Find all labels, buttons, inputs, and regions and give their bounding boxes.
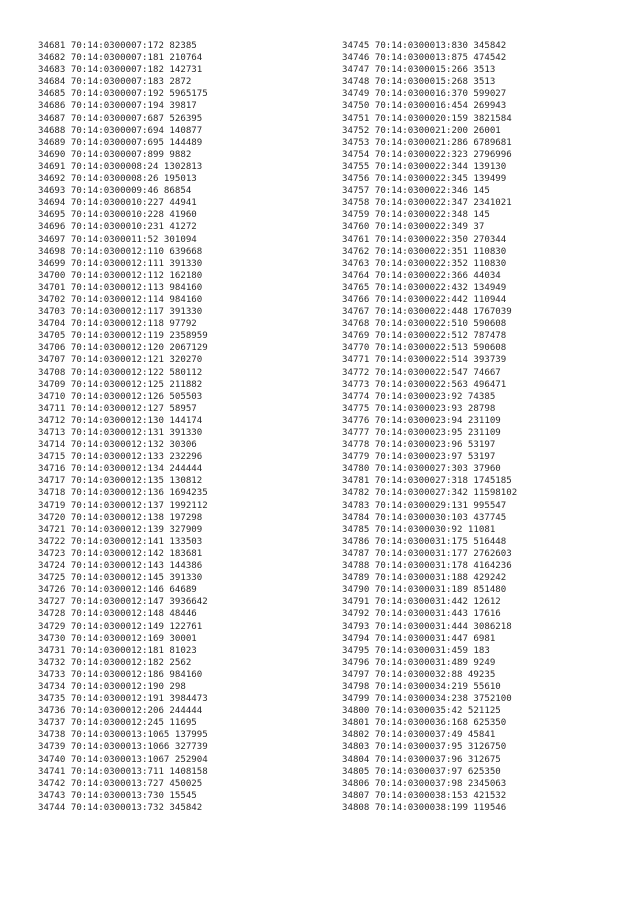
record-line: 34744 70:14:0300013:732 345842 bbox=[38, 802, 203, 813]
record-line: 34795 70:14:0300031:459 183 bbox=[342, 645, 490, 656]
record-line: 34739 70:14:0300013:1066 327739 bbox=[38, 742, 208, 753]
right-column bbox=[342, 40, 517, 814]
record-line: 34691 70:14:0300008:24 1302813 bbox=[38, 161, 203, 172]
record-line: 34738 70:14:0300013:1065 137995 bbox=[38, 730, 208, 741]
record-line: 34790 70:14:0300031:189 851480 bbox=[342, 585, 507, 596]
record-line: 34761 70:14:0300022:350 270344 bbox=[342, 234, 507, 245]
record-line: 34781 70:14:0300027:318 1745185 bbox=[342, 476, 512, 487]
record-line: 34726 70:14:0300012:146 64689 bbox=[38, 585, 197, 596]
record-line: 34804 70:14:0300037:96 312675 bbox=[342, 754, 501, 765]
record-line: 34700 70:14:0300012:112 162180 bbox=[38, 270, 203, 281]
record-line: 34681 70:14:0300007:172 82385 bbox=[38, 41, 197, 51]
record-line: 34737 70:14:0300012:245 11695 bbox=[38, 718, 197, 729]
record-line: 34731 70:14:0300012:181 81023 bbox=[38, 645, 197, 656]
record-line: 34694 70:14:0300010:227 44941 bbox=[38, 198, 197, 209]
record-line: 34774 70:14:0300023:92 74385 bbox=[342, 391, 496, 402]
record-line: 34789 70:14:0300031:188 429242 bbox=[342, 573, 507, 584]
record-line: 34703 70:14:0300012:117 391330 bbox=[38, 307, 203, 318]
record-line: 34706 70:14:0300012:120 2067129 bbox=[38, 343, 208, 354]
record-line: 34747 70:14:0300015:266 3513 bbox=[342, 65, 496, 76]
record-line: 34696 70:14:0300010:231 41272 bbox=[38, 222, 197, 233]
record-line: 34778 70:14:0300023:96 53197 bbox=[342, 440, 496, 451]
record-line: 34772 70:14:0300022:547 74667 bbox=[342, 367, 501, 378]
record-line: 34745 70:14:0300013:830 345842 bbox=[342, 41, 507, 51]
record-line: 34801 70:14:0300036:168 625350 bbox=[342, 718, 507, 729]
record-line: 34769 70:14:0300022:512 787478 bbox=[342, 331, 507, 342]
record-line: 34717 70:14:0300012:135 130812 bbox=[38, 476, 203, 487]
record-line: 34748 70:14:0300015:268 3513 bbox=[342, 77, 496, 88]
record-line: 34733 70:14:0300012:186 984160 bbox=[38, 669, 203, 680]
record-line: 34712 70:14:0300012:130 144174 bbox=[38, 415, 203, 426]
record-line: 34707 70:14:0300012:121 320270 bbox=[38, 355, 203, 366]
record-line: 34732 70:14:0300012:182 2562 bbox=[38, 657, 192, 668]
record-line: 34792 70:14:0300031:443 17616 bbox=[342, 609, 501, 620]
record-line: 34693 70:14:0300009:46 86854 bbox=[38, 186, 192, 197]
record-line: 34704 70:14:0300012:118 97792 bbox=[38, 319, 197, 330]
record-line: 34682 70:14:0300007:181 210764 bbox=[38, 53, 203, 64]
record-line: 34756 70:14:0300022:345 139499 bbox=[342, 174, 507, 185]
record-line: 34770 70:14:0300022:513 590608 bbox=[342, 343, 507, 354]
record-line: 34736 70:14:0300012:206 244444 bbox=[38, 706, 203, 717]
record-line: 34788 70:14:0300031:178 4164236 bbox=[342, 561, 512, 572]
record-line: 34685 70:14:0300007:192 5965175 bbox=[38, 89, 208, 100]
record-line: 34714 70:14:0300012:132 30306 bbox=[38, 440, 197, 451]
record-line: 34762 70:14:0300022:351 110830 bbox=[342, 246, 507, 257]
record-line: 34754 70:14:0300022:323 2796996 bbox=[342, 149, 512, 160]
record-line: 34791 70:14:0300031:442 12612 bbox=[342, 597, 501, 608]
record-line: 34705 70:14:0300012:119 2358959 bbox=[38, 331, 208, 342]
record-line: 34764 70:14:0300022:366 44034 bbox=[342, 270, 501, 281]
left-column bbox=[38, 40, 208, 814]
record-line: 34689 70:14:0300007:695 144489 bbox=[38, 137, 203, 148]
record-line: 34692 70:14:0300008:26 195013 bbox=[38, 174, 197, 185]
record-line: 34775 70:14:0300023:93 28798 bbox=[342, 403, 496, 414]
record-line: 34784 70:14:0300030:103 437745 bbox=[342, 512, 507, 523]
record-line: 34766 70:14:0300022:442 110944 bbox=[342, 294, 507, 305]
record-line: 34683 70:14:0300007:182 142731 bbox=[38, 65, 203, 76]
record-line: 34729 70:14:0300012:149 122761 bbox=[38, 621, 203, 632]
record-line: 34763 70:14:0300022:352 110830 bbox=[342, 258, 507, 269]
record-line: 34793 70:14:0300031:444 3086218 bbox=[342, 621, 512, 632]
record-line: 34702 70:14:0300012:114 984160 bbox=[38, 294, 203, 305]
record-line: 34713 70:14:0300012:131 391330 bbox=[38, 428, 203, 438]
record-line: 34807 70:14:0300038:153 421532 bbox=[342, 790, 507, 801]
record-line: 34796 70:14:0300031:489 9249 bbox=[342, 657, 496, 668]
record-line: 34758 70:14:0300022:347 2341021 bbox=[342, 198, 512, 209]
record-line: 34794 70:14:0300031:447 6981 bbox=[342, 633, 496, 644]
record-line: 34718 70:14:0300012:136 1694235 bbox=[38, 488, 208, 499]
record-line: 34755 70:14:0300022:344 139130 bbox=[342, 161, 507, 172]
record-line: 34799 70:14:0300034:238 3752100 bbox=[342, 694, 512, 705]
record-line: 34773 70:14:0300022:563 496471 bbox=[342, 379, 507, 390]
record-line: 34749 70:14:0300016:370 599027 bbox=[342, 89, 507, 100]
record-line: 34695 70:14:0300010:228 41960 bbox=[38, 210, 197, 221]
record-line: 34752 70:14:0300021:200 26001 bbox=[342, 125, 501, 136]
record-line: 34797 70:14:0300032:88 49235 bbox=[342, 669, 496, 680]
record-line: 34806 70:14:0300037:98 2345063 bbox=[342, 778, 507, 789]
record-line: 34779 70:14:0300023:97 53197 bbox=[342, 452, 496, 463]
record-line: 34800 70:14:0300035:42 521125 bbox=[342, 706, 501, 717]
record-line: 34757 70:14:0300022:346 145 bbox=[342, 186, 490, 197]
record-line: 34760 70:14:0300022:349 37 bbox=[342, 222, 485, 233]
record-line: 34740 70:14:0300013:1067 252904 bbox=[38, 754, 208, 765]
record-line: 34742 70:14:0300013:727 450025 bbox=[38, 778, 203, 789]
record-line: 34716 70:14:0300012:134 244444 bbox=[38, 464, 203, 475]
record-line: 34780 70:14:0300027:303 37960 bbox=[342, 464, 501, 475]
record-line: 34798 70:14:0300034:219 55610 bbox=[342, 681, 501, 692]
record-line: 34777 70:14:0300023:95 231109 bbox=[342, 428, 501, 438]
record-line: 34787 70:14:0300031:177 2762603 bbox=[342, 548, 512, 559]
record-line: 34785 70:14:0300030:92 11081 bbox=[342, 524, 496, 535]
record-line: 34803 70:14:0300037:95 3126750 bbox=[342, 742, 507, 753]
record-line: 34802 70:14:0300037:49 45841 bbox=[342, 730, 496, 741]
record-line: 34751 70:14:0300020:159 3821584 bbox=[342, 113, 512, 124]
record-line: 34711 70:14:0300012:127 58957 bbox=[38, 403, 197, 414]
record-line: 34735 70:14:0300012:191 3984473 bbox=[38, 694, 208, 705]
record-line: 34786 70:14:0300031:175 516448 bbox=[342, 536, 507, 547]
record-line: 34759 70:14:0300022:348 145 bbox=[342, 210, 490, 221]
record-line: 34710 70:14:0300012:126 505503 bbox=[38, 391, 203, 402]
record-line: 34805 70:14:0300037:97 625350 bbox=[342, 766, 501, 777]
record-line: 34722 70:14:0300012:141 133503 bbox=[38, 536, 203, 547]
record-line: 34720 70:14:0300012:138 197298 bbox=[38, 512, 203, 523]
record-line: 34686 70:14:0300007:194 39817 bbox=[38, 101, 197, 112]
record-line: 34750 70:14:0300016:454 269943 bbox=[342, 101, 507, 112]
record-line: 34709 70:14:0300012:125 211882 bbox=[38, 379, 203, 390]
record-line: 34753 70:14:0300021:286 6789681 bbox=[342, 137, 512, 148]
record-line: 34741 70:14:0300013:711 1408158 bbox=[38, 766, 208, 777]
record-line: 34734 70:14:0300012:190 298 bbox=[38, 681, 186, 692]
record-line: 34687 70:14:0300007:687 526395 bbox=[38, 113, 203, 124]
record-line: 34701 70:14:0300012:113 984160 bbox=[38, 282, 203, 293]
record-line: 34808 70:14:0300038:199 119546 bbox=[342, 802, 507, 813]
record-line: 34765 70:14:0300022:432 134949 bbox=[342, 282, 507, 293]
record-line: 34690 70:14:0300007:899 9882 bbox=[38, 149, 192, 160]
record-line: 34697 70:14:0300011:52 301094 bbox=[38, 234, 197, 245]
record-line: 34743 70:14:0300013:730 15545 bbox=[38, 790, 197, 801]
record-line: 34767 70:14:0300022:448 1767039 bbox=[342, 307, 512, 318]
record-line: 34725 70:14:0300012:145 391330 bbox=[38, 573, 203, 584]
record-line: 34776 70:14:0300023:94 231109 bbox=[342, 415, 501, 426]
record-line: 34727 70:14:0300012:147 3936642 bbox=[38, 597, 208, 608]
record-line: 34699 70:14:0300012:111 391330 bbox=[38, 258, 203, 269]
record-line: 34715 70:14:0300012:133 232296 bbox=[38, 452, 203, 463]
record-line: 34721 70:14:0300012:139 327909 bbox=[38, 524, 203, 535]
record-line: 34698 70:14:0300012:110 639668 bbox=[38, 246, 203, 257]
record-line: 34719 70:14:0300012:137 1992112 bbox=[38, 500, 208, 511]
record-line: 34782 70:14:0300027:342 11598102 bbox=[342, 488, 518, 499]
record-line: 34768 70:14:0300022:510 590608 bbox=[342, 319, 507, 330]
record-line: 34728 70:14:0300012:148 48446 bbox=[38, 609, 197, 620]
record-line: 34746 70:14:0300013:875 474542 bbox=[342, 53, 507, 64]
record-line: 34723 70:14:0300012:142 183681 bbox=[38, 548, 203, 559]
record-line: 34688 70:14:0300007:694 140877 bbox=[38, 125, 203, 136]
record-line: 34771 70:14:0300022:514 393739 bbox=[342, 355, 507, 366]
record-line: 34724 70:14:0300012:143 144386 bbox=[38, 561, 203, 572]
record-line: 34708 70:14:0300012:122 580112 bbox=[38, 367, 203, 378]
record-line: 34684 70:14:0300007:183 2872 bbox=[38, 77, 192, 88]
record-line: 34783 70:14:0300029:131 995547 bbox=[342, 500, 507, 511]
record-line: 34730 70:14:0300012:169 30001 bbox=[38, 633, 197, 644]
